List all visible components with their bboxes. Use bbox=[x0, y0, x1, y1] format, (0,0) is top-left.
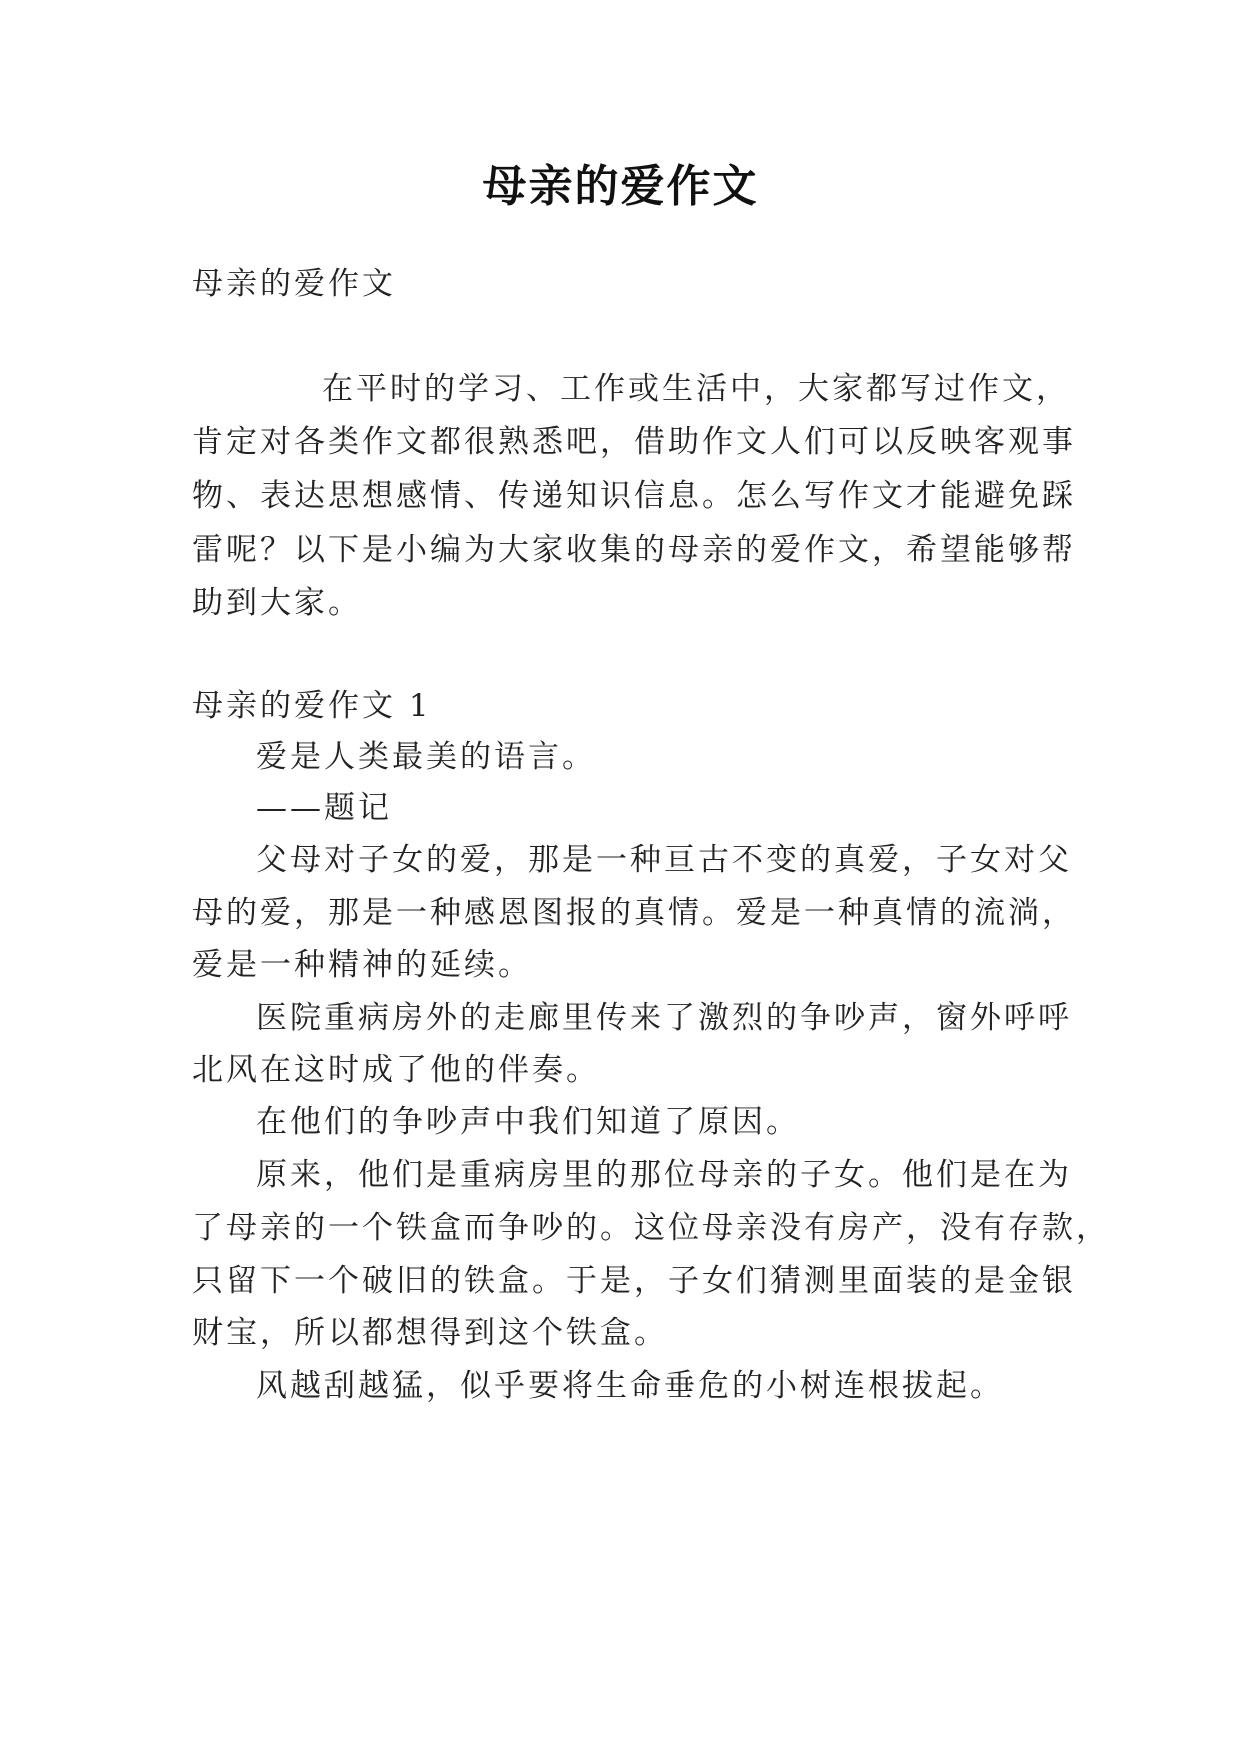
body-line: 母的爱，那是一种感恩图报的真情。爱是一种真情的流淌， bbox=[192, 895, 1076, 931]
body-line: 爱是人类最美的语言。 bbox=[256, 739, 596, 775]
intro-line: 肯定对各类作文都很熟悉吧，借助作文人们可以反映客观事 bbox=[192, 424, 1076, 460]
intro-line: 助到大家。 bbox=[192, 585, 362, 621]
body-line: 北风在这时成了他的伴奏。 bbox=[192, 1052, 600, 1088]
body-line: 医院重病房外的走廊里传来了激烈的争吵声，窗外呼呼 bbox=[256, 1000, 1072, 1036]
body-line: 爱是一种精神的延续。 bbox=[192, 947, 532, 983]
body-line: 在他们的争吵声中我们知道了原因。 bbox=[256, 1104, 800, 1140]
intro-line: 在平时的学习、工作或生活中，大家都写过作文， bbox=[322, 371, 1070, 407]
subtitle-line: 母亲的爱作文 bbox=[192, 266, 396, 302]
body-line: 父母对子女的爱，那是一种亘古不变的真爱，子女对父 bbox=[256, 842, 1072, 878]
body-line: 只留下一个破旧的铁盒。于是，子女们猜测里面装的是金银 bbox=[192, 1263, 1076, 1299]
intro-line: 物、表达思想感情、传递知识信息。怎么写作文才能避免踩 bbox=[192, 478, 1076, 514]
essay-heading: 母亲的爱作文 1 bbox=[192, 688, 432, 724]
body-line: 风越刮越猛，似乎要将生命垂危的小树连根拔起。 bbox=[256, 1368, 1004, 1404]
body-line: 原来，他们是重病房里的那位母亲的子女。他们是在为 bbox=[256, 1157, 1072, 1193]
body-line: 了母亲的一个铁盒而争吵的。这位母亲没有房产，没有存款， bbox=[192, 1210, 1110, 1246]
body-line: 财宝，所以都想得到这个铁盒。 bbox=[192, 1315, 668, 1351]
intro-line: 雷呢？以下是小编为大家收集的母亲的爱作文，希望能够帮 bbox=[192, 532, 1076, 568]
body-line: ——题记 bbox=[256, 790, 392, 826]
document-title: 母亲的爱作文 bbox=[482, 161, 759, 212]
